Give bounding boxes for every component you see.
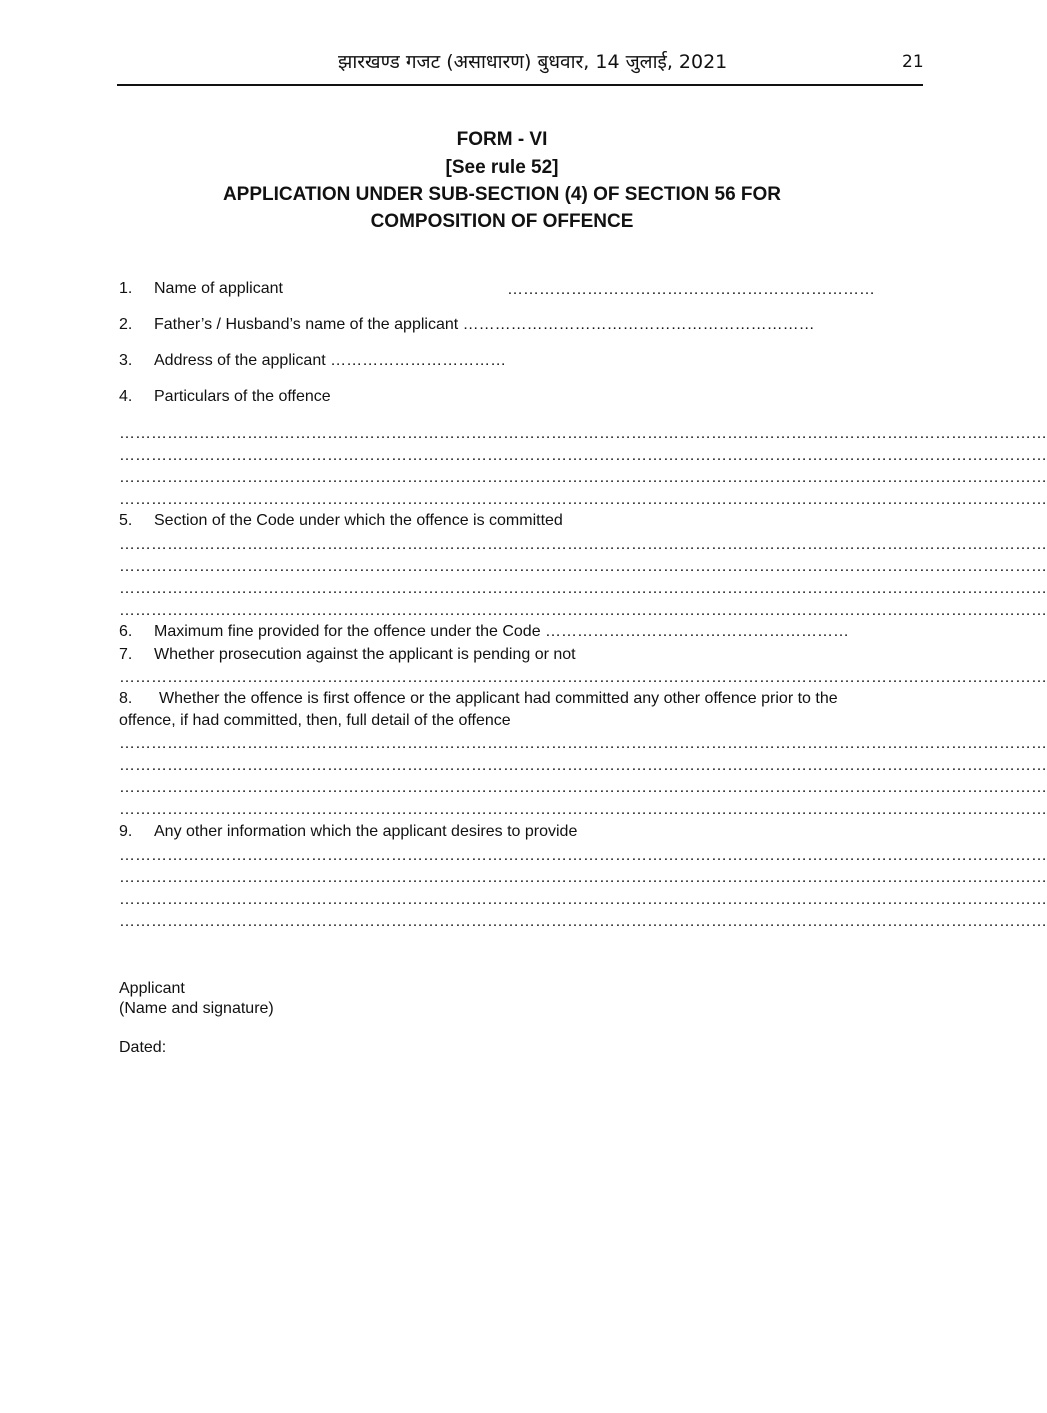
- item-label: Section of the Code under which the offence is committed: [154, 512, 563, 529]
- dotted-line: …………………………………………………………………………………………………………………………………………………………: [119, 447, 1047, 464]
- item-number: 6.: [119, 623, 133, 640]
- name-signature-label: (Name and signature): [119, 1000, 274, 1017]
- gazette-header-title: झारखण्ड गजट (असाधारण) बुधवार, 14 जुलाई, 2021: [338, 51, 728, 73]
- dated-label: Dated:: [119, 1039, 167, 1056]
- item-number: 9.: [119, 823, 133, 840]
- item-1-fill: ……………………………………………………………: [507, 281, 875, 298]
- item-2: [119, 315, 815, 335]
- dotted-line: …………………………………………………………………………………………………………………………………………………………: [119, 735, 1047, 752]
- form-number: FORM - VI: [456, 129, 548, 150]
- dotted-line: …………………………………………………………………………………………………………………………………………………………: [119, 602, 1047, 619]
- page-number: 21: [902, 52, 924, 72]
- item-label: Address of the applicant: [154, 352, 326, 369]
- item-label: Whether prosecution against the applicant is pending or not: [154, 646, 576, 663]
- dotted-line: …………………………………………………………………………………………………………………………………………………………: [119, 491, 1047, 508]
- item-8-continued: offence, if had committed, then, full detail of the offence: [119, 712, 511, 729]
- item-label: Father’s / Husband’s name of the applicant: [154, 316, 459, 333]
- item-5: [119, 511, 563, 531]
- item-number: 2.: [119, 316, 133, 333]
- item-8: [119, 689, 838, 709]
- dotted-line: …………………………………………………………………………………………………………………………………………………………: [119, 536, 1047, 553]
- item-4: [119, 387, 331, 407]
- dotted-line: …………………………………………………………………………………………………………………………………………………………: [119, 425, 1047, 442]
- dotted-line: …………………………………………………………………………………………………………………………………………………………: [119, 469, 1047, 486]
- item-number: 3.: [119, 352, 133, 369]
- form-heading-line-2: COMPOSITION OF OFFENCE: [370, 211, 634, 232]
- dotted-line: …………………………………………………………………………………………………………………………………………………………: [119, 913, 1047, 930]
- dotted-line: …………………………………………………………………………………………………………………………………………………………: [119, 847, 1047, 864]
- item-label: Particulars of the offence: [154, 388, 331, 405]
- header-divider: [117, 84, 923, 86]
- form-heading-line-1: APPLICATION UNDER SUB-SECTION (4) OF SECTION 56 FOR: [222, 184, 782, 205]
- item-number: 5.: [119, 512, 133, 529]
- item-number: 8.: [119, 690, 133, 707]
- applicant-label: Applicant: [119, 980, 185, 997]
- item-fill: …………………………………………………: [545, 623, 850, 640]
- dotted-line: …………………………………………………………………………………………………………………………………………………………: [119, 669, 1047, 686]
- item-label: Any other information which the applicant desires to provide: [154, 823, 578, 840]
- item-7: [119, 645, 576, 665]
- item-6: [119, 622, 849, 642]
- dotted-line: …………………………………………………………………………………………………………………………………………………………: [119, 869, 1047, 886]
- item-9: [119, 822, 577, 842]
- item-label: Maximum fine provided for the offence under the Code: [154, 623, 541, 640]
- item-1: [119, 279, 283, 299]
- item-number: 1.: [119, 280, 133, 297]
- rule-reference: [See rule 52]: [445, 157, 559, 178]
- dotted-line: …………………………………………………………………………………………………………………………………………………………: [119, 580, 1047, 597]
- dotted-line: …………………………………………………………………………………………………………………………………………………………: [119, 891, 1047, 908]
- item-fill: …………………………………………………………: [462, 316, 815, 333]
- item-fill: ……………………………: [330, 352, 507, 369]
- item-number: 7.: [119, 646, 133, 663]
- item-3: [119, 351, 506, 371]
- dotted-line: …………………………………………………………………………………………………………………………………………………………: [119, 757, 1047, 774]
- dotted-line: …………………………………………………………………………………………………………………………………………………………: [119, 779, 1047, 796]
- item-label: Name of applicant: [154, 280, 283, 297]
- item-label: Whether the offence is first offence or the applicant had committed any other offence prior to the: [159, 690, 838, 707]
- dotted-line: …………………………………………………………………………………………………………………………………………………………: [119, 558, 1047, 575]
- dotted-line: …………………………………………………………………………………………………………………………………………………………: [119, 801, 1047, 818]
- item-number: 4.: [119, 388, 133, 405]
